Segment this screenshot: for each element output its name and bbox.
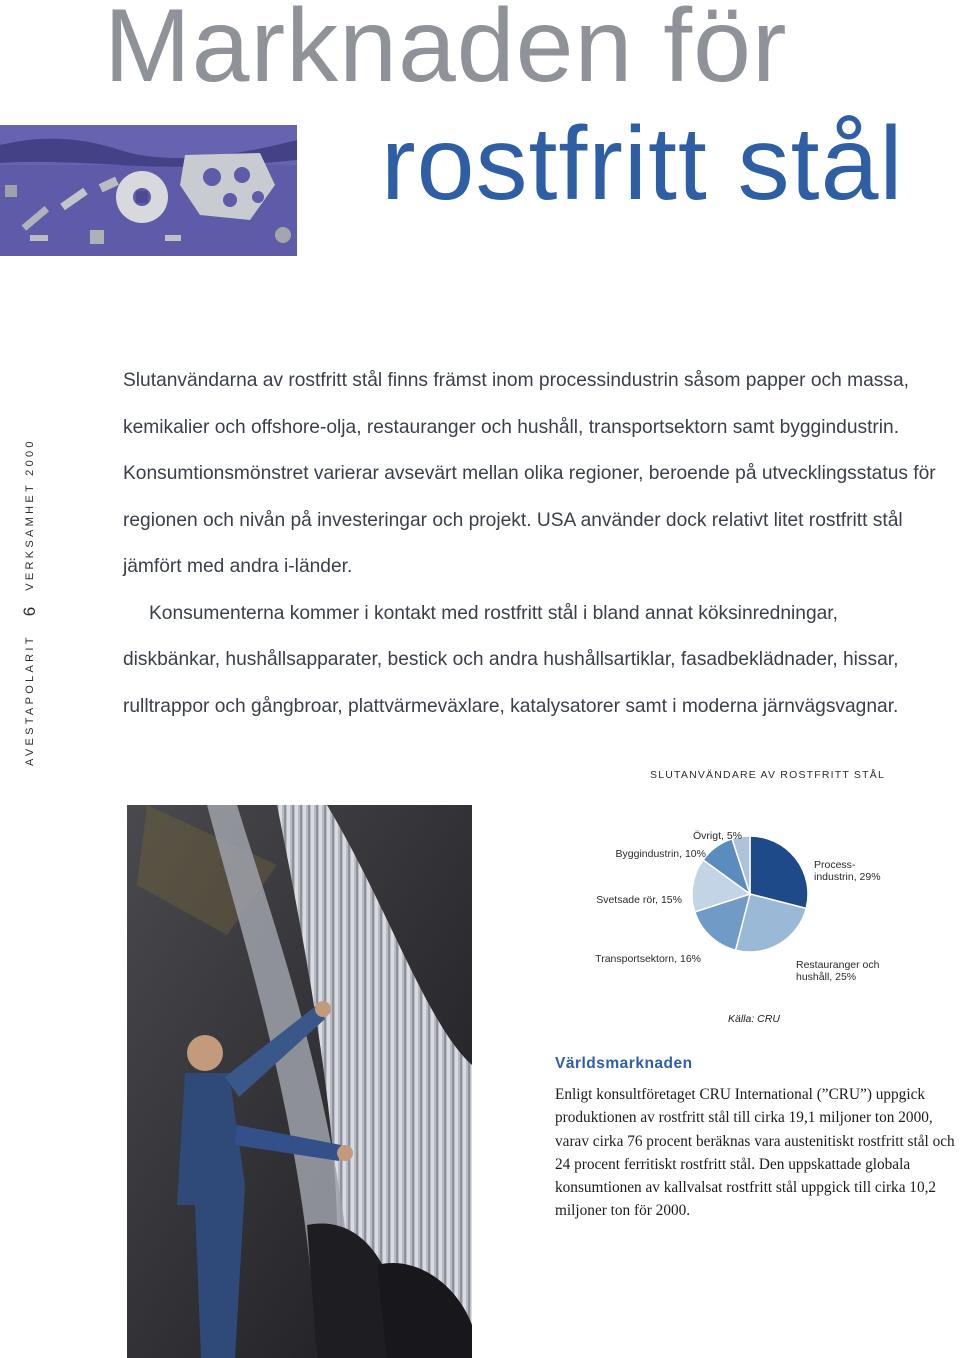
pie-slice-label: Byggindustrin, 10% bbox=[615, 848, 706, 860]
pie-slice-label: Svetsade rör, 15% bbox=[596, 894, 682, 906]
page-number: 6 bbox=[20, 606, 39, 617]
publication-name: AVESTAPOLARIT bbox=[24, 634, 36, 766]
chart-source: Källa: CRU bbox=[728, 1013, 780, 1025]
chart-title: SLUTANVÄNDARE AV ROSTFRITT STÅL bbox=[650, 769, 885, 781]
end-use-pie-chart bbox=[570, 820, 950, 1020]
pie-slice-label: Process-industrin, 29% bbox=[814, 859, 881, 883]
intro-paragraph-1: Slutanvändarna av rostfritt stål finns främst inom processindustrin såsom papper och massa, kemikalier och offshore-olja, restauranger och hushåll, transportsektorn samt byggindustrin. Konsumtionsmönstret varierar avsevärt mellan olika regioner, beroende på utvecklingsstatus för regionen och nivån på investeringar och projekt. USA använder dock relativt litet rostfritt stål jämfört med andra i-länder. bbox=[123, 370, 936, 577]
sidebar-text: Enligt konsultföretaget CRU International (”CRU”) uppgick produktionen av rostfritt stål till cirka 19,1 miljoner ton 2000, varav cirka 76 procent beräknas vara austenitiskt rostfritt stål och 24 procent ferritiskt rostfritt stål. Den uppskattade globala konsumtionen av kallvalsat rostfritt stål uppgick till cirka 10,2 miljoner ton för 2000. bbox=[555, 1086, 955, 1220]
side-margin-text bbox=[20, 438, 39, 766]
pie-slice-label: Övrigt, 5% bbox=[692, 830, 742, 842]
title-line-1: Marknaden för bbox=[104, 0, 788, 104]
sidebar-heading: Världsmarknaden bbox=[555, 1055, 693, 1072]
intro-text bbox=[123, 358, 938, 730]
pie-slice-label: Transportsektorn, 16% bbox=[595, 953, 701, 965]
worker-heat-exchanger-photo bbox=[127, 805, 472, 1358]
intro-paragraph-2: Konsumenterna kommer i kontakt med rostfritt stål i bland annat köksinredningar, diskbänkar, hushållsapparater, bestick och andra hushållsartiklar, fasadbeklädnader, hissar, rulltrappor och gångbroar, plattvärmeväxlare, katalysatorer samt i moderna järnvägsvagnar. bbox=[123, 602, 899, 717]
title-line-2: rostfritt stål bbox=[381, 106, 904, 222]
stainless-parts-photo bbox=[0, 125, 297, 256]
pie-slice-label: Restauranger och hushåll, 25% bbox=[796, 959, 880, 983]
section-name: VERKSAMHET 2000 bbox=[24, 438, 36, 591]
